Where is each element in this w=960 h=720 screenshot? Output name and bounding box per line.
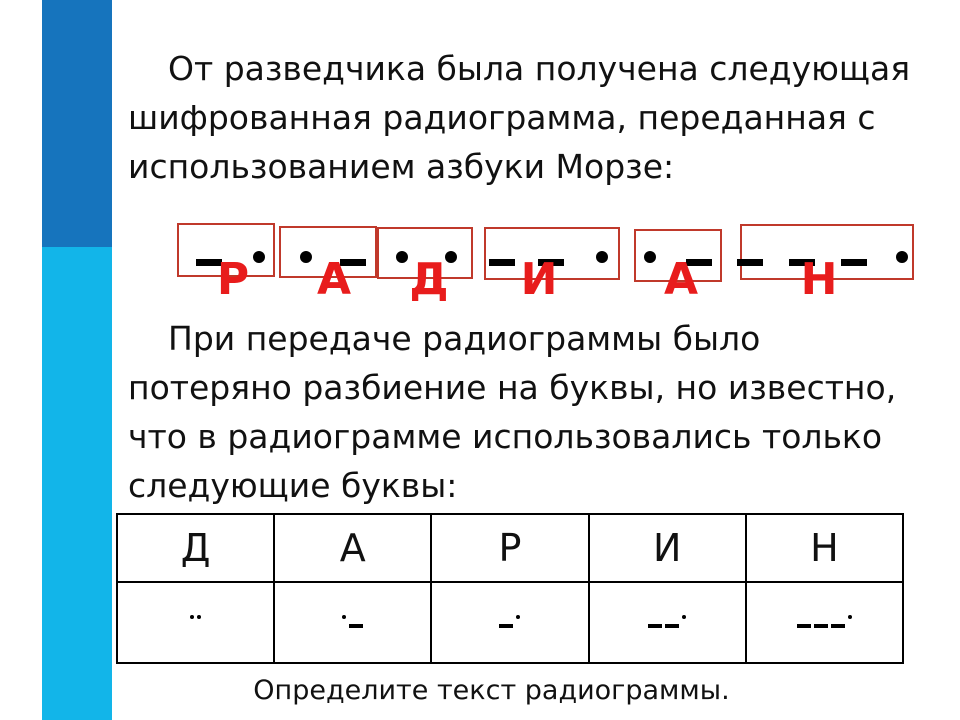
letter-cell: Р	[431, 514, 588, 582]
decoded-letter: А	[663, 254, 699, 305]
morse-dash	[499, 624, 513, 628]
code-symbols	[342, 624, 363, 628]
intro-line: использованием азбуки Морзе:	[128, 147, 675, 186]
codes-row	[117, 582, 903, 663]
code-cell	[431, 582, 588, 663]
morse-dot	[197, 615, 201, 619]
morse-dot	[848, 615, 852, 619]
morse-dot	[682, 615, 686, 619]
letter-cell: А	[274, 514, 431, 582]
morse-dash	[814, 624, 828, 628]
code-symbols	[648, 624, 686, 628]
code-cell	[274, 582, 431, 663]
code-cell	[589, 582, 746, 663]
morse-dot	[516, 615, 520, 619]
morse-dash	[831, 624, 845, 628]
decoded-letter: Н	[800, 254, 838, 305]
code-cell	[117, 582, 274, 663]
condition-line: потеряно разбиение на буквы, но известно,	[128, 368, 897, 407]
decoded-letter: А	[316, 254, 352, 305]
morse-dash	[648, 624, 662, 628]
morse-dash	[349, 624, 363, 628]
letters-row	[117, 514, 903, 582]
condition-line: При передаче радиограммы было	[168, 319, 761, 358]
code-cell	[746, 582, 903, 663]
intro-line: шифрованная радиограмма, переданная с	[128, 98, 876, 137]
morse-dash	[797, 624, 811, 628]
code-symbols	[797, 624, 852, 628]
letter-cell: И	[589, 514, 746, 582]
morse-code-table	[116, 513, 904, 664]
intro-line: От разведчика была получена следующая	[168, 49, 911, 88]
condition-line: следующие буквы:	[128, 466, 458, 505]
morse-dot	[596, 251, 608, 263]
code-symbols	[499, 624, 520, 628]
code-symbols	[190, 624, 201, 628]
letter-cell: Н	[746, 514, 903, 582]
decoded-letter: Р	[216, 254, 250, 305]
decoded-letter: Д	[409, 254, 449, 305]
intro-paragraph	[128, 44, 910, 191]
morse-dash	[737, 259, 763, 266]
morse-dot	[896, 251, 908, 263]
morse-dot	[644, 251, 656, 263]
morse-dot	[190, 615, 194, 619]
condition-line: что в радиограмме использовались только	[128, 417, 883, 456]
letter-cell: Д	[117, 514, 274, 582]
footer-instruction: Определите текст радиограммы.	[253, 675, 730, 706]
sidebar-light-band	[42, 247, 112, 720]
morse-dash	[665, 624, 679, 628]
condition-paragraph	[128, 314, 896, 510]
morse-dash	[489, 259, 515, 266]
morse-dot	[342, 615, 346, 619]
morse-dash	[841, 259, 867, 266]
decoded-letter: И	[520, 254, 558, 305]
sidebar-dark-band	[42, 0, 112, 247]
